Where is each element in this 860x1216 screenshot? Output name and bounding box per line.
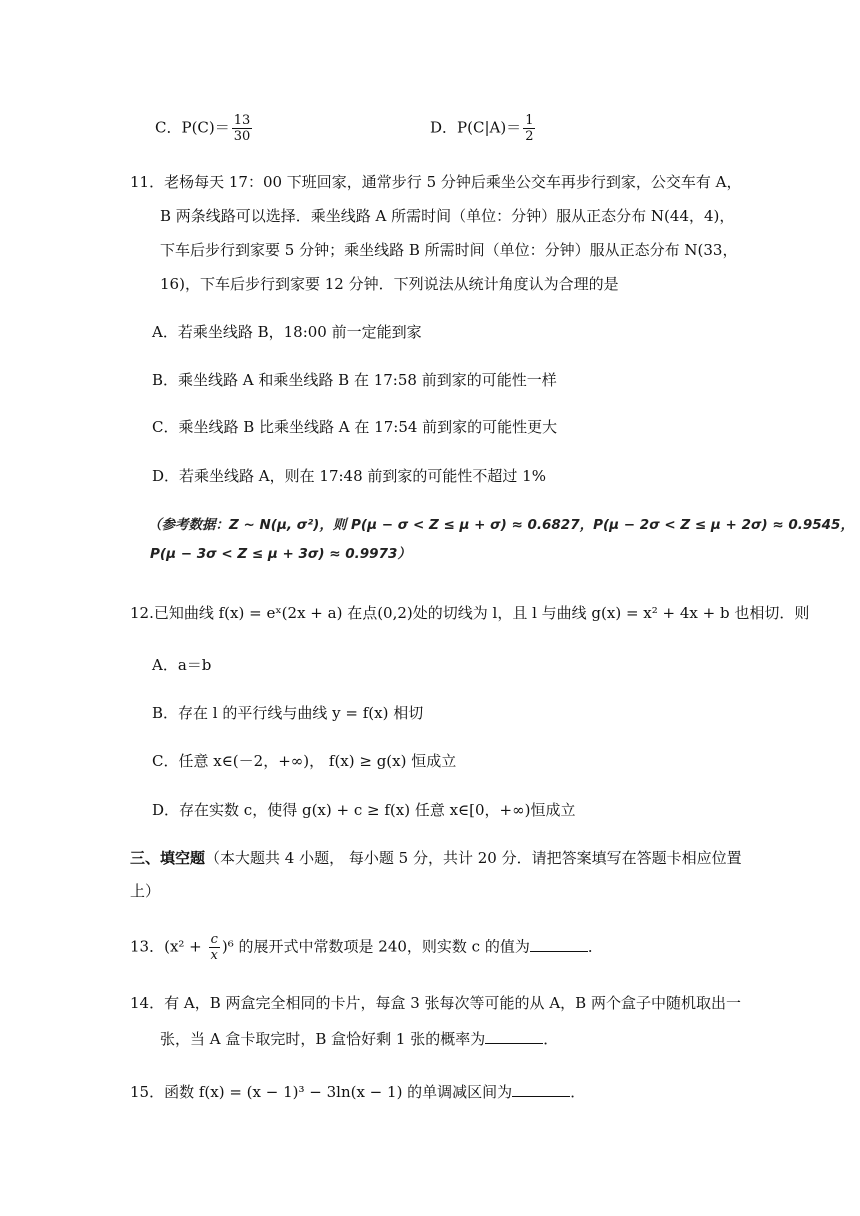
q11-stem-line3: 下车后步行到家要 5 分钟；乘坐线路 B 所需时间（单位：分钟）服从正态分布 N(33， xyxy=(160,241,738,259)
q13-stem: 13．(x² + $\frac{c}{x}$ )⁶ 的展开式中常数项是 240，则实数 c 的值为 ． xyxy=(130,932,603,963)
q12-stem: 12.已知曲线 f(x) = eˣ(2x + a) 在点(0,2)处的切线为 l，且 l 与曲线 g(x) = x² + 4x + b 也相切．则 xyxy=(130,604,810,622)
q14-stem-line1: 14．有 A，B 两盒完全相同的卡片，每盒 3 张每次等可能的从 A，B 两个盒子中随机取出一 xyxy=(130,994,741,1012)
q12-option-c: C．任意 x∈(－2，+∞)， f(x) ≥ g(x) 恒成立 xyxy=(152,752,457,770)
fraction: $\frac{13}{30}$ xyxy=(233,113,251,144)
section3-description: （本大题共 4 小题， 每小题 5 分，共计 20 分．请把答案填写在答题卡相应位置 xyxy=(205,849,742,867)
q11-reference-line2: P(μ − 3σ < Z ≤ μ + 3σ) ≈ 0.9973） xyxy=(150,546,411,562)
q11-option-b: B．乘坐线路 A 和乘坐线路 B 在 17:58 前到家的可能性一样 xyxy=(152,371,557,389)
q11-reference-line1: （参考数据：Z ~ N(μ, σ²)，则 P(μ − σ < Z ≤ μ + σ) ≈ 0.6827，P(μ − 2σ < Z ≤ μ + 2σ) ≈ 0.9545， xyxy=(148,517,854,533)
fraction: $\frac{c}{x}$ xyxy=(210,932,218,963)
q10-option-d: D．P(C|A)＝ $\frac{1}{2}$ xyxy=(430,113,534,144)
q14-stem-line2: 张，当 A 盒卡取完时，B 盒恰好剩 1 张的概率为 ． xyxy=(160,1027,558,1049)
q12-option-d: D．存在实数 c，使得 g(x) + c ≥ f(x) 任意 x∈[0，+∞)恒成立 xyxy=(152,801,576,819)
q12-option-a: A．a＝b xyxy=(152,656,212,674)
section3-title: 三、填空题 xyxy=(130,849,206,867)
answer-blank[interactable] xyxy=(530,935,588,952)
q11-stem-line1: 11．老杨每天 17：00 下班回家，通常步行 5 分钟后乘坐公交车再步行到家，公交车有 A， xyxy=(130,173,742,191)
q11-option-a: A．若乘坐线路 B，18:00 前一定能到家 xyxy=(152,323,422,341)
q11-stem-line4: 16)，下车后步行到家要 12 分钟．下列说法从统计角度认为合理的是 xyxy=(160,275,619,293)
q12-option-b: B．存在 l 的平行线与曲线 y = f(x) 相切 xyxy=(152,704,424,722)
section3-heading xyxy=(130,848,742,868)
q15-stem: 15．函数 f(x) = (x − 1)³ − 3ln(x − 1) 的单调减区间为 ． xyxy=(130,1080,585,1102)
answer-blank[interactable] xyxy=(512,1080,570,1097)
fraction: $\frac{1}{2}$ xyxy=(525,113,534,144)
section3-description-cont: 上） xyxy=(130,882,161,900)
q11-option-d: D．若乘坐线路 A，则在 17:48 前到家的可能性不超过 1% xyxy=(152,467,546,485)
q11-option-c: C．乘坐线路 B 比乘坐线路 A 在 17:54 前到家的可能性更大 xyxy=(152,418,558,436)
q10-option-c: C．P(C)＝ $\frac{13}{30}$ xyxy=(155,113,251,144)
q11-stem-line2: B 两条线路可以选择．乘坐线路 A 所需时间（单位：分钟）服从正态分布 N(44，4)， xyxy=(160,207,735,225)
answer-blank[interactable] xyxy=(485,1027,543,1044)
